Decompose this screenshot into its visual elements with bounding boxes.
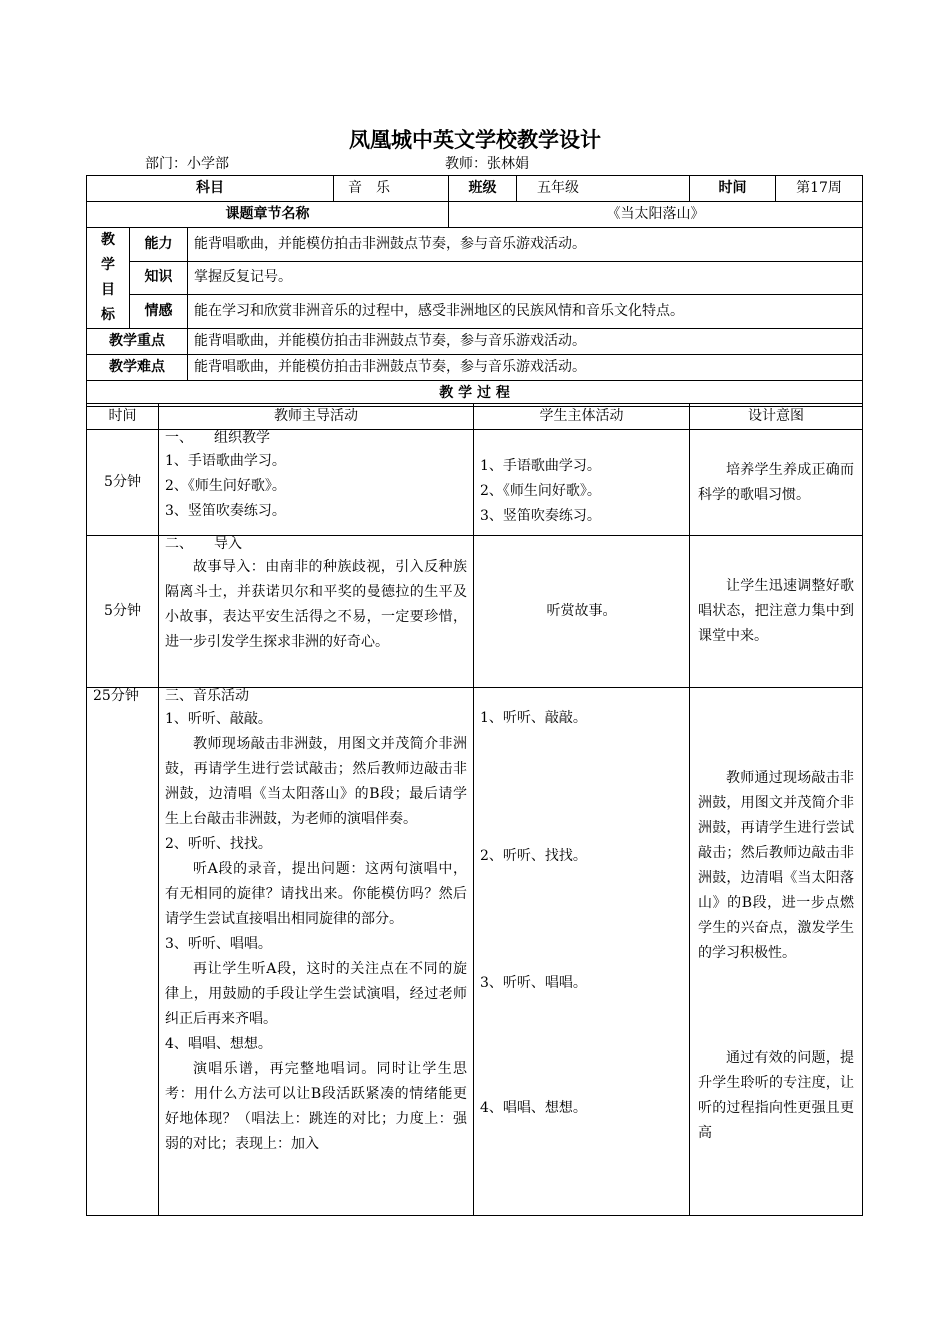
row2-intent: 让学生迅速调整好歌唱状态，把注意力集中到课堂中来。 [690,536,863,688]
row2-teacher: 二、 导入 故事导入：由南非的种族歧视，引入反种族隔离斗士，并获诺贝尔和平奖的曼德拉的生平及小故事，表达平安生活得之不易，一定要珍惜，进一步引发学生探求非洲的好奇心。 [159,536,474,688]
difficulty-text: 能背唱歌曲，并能模仿拍击非洲鼓点节奏，参与音乐游戏活动。 [188,355,863,381]
focus-text: 能背唱歌曲，并能模仿拍击非洲鼓点节奏，参与音乐游戏活动。 [188,329,863,355]
info-table [86,175,863,407]
class-value: 五年级 [517,176,690,202]
row3-intent: 教师通过现场敲击非洲鼓，用图文并茂简介非洲鼓，再请学生进行尝试敲击；然后教师边敲击非洲鼓，边清唱《当太阳落山》的B段，进一步点燃学生的兴奋点，激发学生的学习积极性。 通过有效的问题，提升学生聆听的专注度，让听的过程指向性更强且更高 [690,688,863,1216]
class-label: 班级 [449,176,517,202]
ability-text: 能背唱歌曲，并能模仿拍击非洲鼓点节奏，参与音乐游戏活动。 [188,228,863,262]
goals-label: 教 学 目 标 [87,228,130,329]
row1-time: 5分钟 [87,430,159,536]
knowledge-label: 知识 [130,261,188,295]
row3-time: 25分钟 [87,688,159,1216]
time-value: 第17周 [776,176,863,202]
row1-intent: 培养学生养成正确而科学的歌唱习惯。 [690,430,863,536]
department: 部门：小学部 [145,156,229,172]
process-table [86,403,863,1216]
row1-student: 1、手语歌曲学习。 2、《师生问好歌》。 3、竖笛吹奏练习。 [474,430,690,536]
header-time: 时间 [87,404,159,430]
row3-student: 1、听听、敲敲。 2、听听、找找。 3、听听、唱唱。 4、唱唱、想想。 [474,688,690,1216]
table-row [87,536,863,688]
table-row [87,688,863,1216]
emotion-text: 能在学习和欣赏非洲音乐的过程中，感受非洲地区的民族风情和音乐文化特点。 [188,295,863,329]
page-title: 凤凰城中英文学校教学设计 [349,128,601,152]
ability-label: 能力 [130,228,188,262]
teacher-name: 教师：张林娟 [445,156,529,172]
row1-teacher: 一、 组织教学 1、手语歌曲学习。 2、《师生问好歌》。 3、竖笛吹奏练习。 [159,430,474,536]
subject-value: 音 乐 [334,176,449,202]
row3-teacher: 三、音乐活动 1、听听、敲敲。 教师现场敲击非洲鼓，用图文并茂简介非洲鼓，再请学生进行尝试敲击；然后教师边敲击非洲鼓，边清唱《当太阳落山》的B段；最后请学生上台敲击非洲鼓，为老师的演唱伴奏。 2、听听、找找。 听A段的录音，提出问题：这两句演唱中，有无相同的旋律？请找出来。你能模仿吗？然后请学生尝试直接唱出相同旋律的部分。 3、听听、唱唱。 再让学生听A段，这时的关注点在不同的旋律上，用鼓励的手段让学生尝试演唱，经过老师纠正后再来齐唱。 4、唱唱、想想。 演唱乐谱，再完整地唱词。同时让学生思考：用什么方法可以让B段活跃紧凑的情绪能更好地体现？（唱法上：跳连的对比；力度上：强弱的对比；表现上：加入 [159,688,474,1216]
subject-label: 科目 [87,176,334,202]
focus-label: 教学重点 [87,329,188,355]
table-row [87,430,863,536]
header-student: 学生主体活动 [474,404,690,430]
time-label: 时间 [690,176,776,202]
header-intent: 设计意图 [690,404,863,430]
header-teacher: 教师主导活动 [159,404,474,430]
difficulty-label: 教学难点 [87,355,188,381]
chapter-value: 《当太阳落山》 [449,202,863,228]
process-title: 教 学 过 程 [87,381,863,407]
row2-time: 5分钟 [87,536,159,688]
row2-student: 听赏故事。 [474,536,690,688]
chapter-label: 课题章节名称 [87,202,449,228]
knowledge-text: 掌握反复记号。 [188,261,863,295]
emotion-label: 情感 [130,295,188,329]
